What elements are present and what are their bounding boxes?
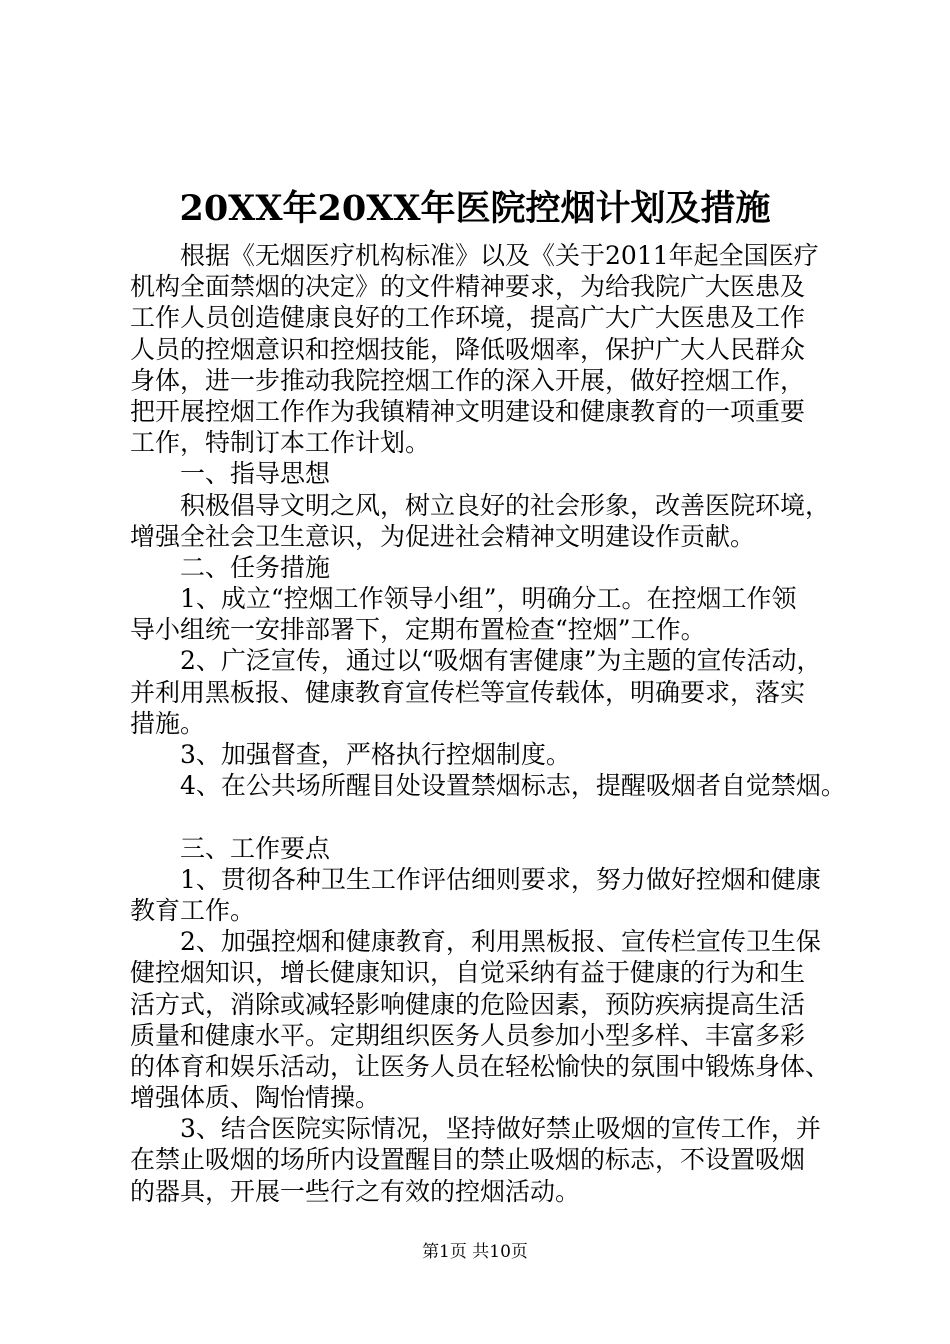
- work-point-line: 增强体质、陶怡情操。: [130, 1083, 381, 1113]
- intro-paragraph-line: 把开展控烟工作作为我镇精神文明建设和健康教育的一项重要: [130, 396, 806, 426]
- work-point-line: 教育工作。: [130, 895, 256, 925]
- intro-paragraph-line: 人员的控烟意识和控烟技能，降低吸烟率，保护广大人民群众: [130, 334, 806, 364]
- page-footer: 第1页 共10页: [422, 1242, 528, 1262]
- section-heading-work-points: 三、工作要点: [180, 833, 331, 863]
- task-measure-line: 2、广泛宣传，通过以“吸烟有害健康”为主题的宣传活动，: [180, 646, 822, 676]
- work-point-line: 2、加强控烟和健康教育，利用黑板报、宣传栏宣传卫生保: [180, 927, 821, 957]
- work-point-line: 的器具，开展一些行之有效的控烟活动。: [130, 1176, 581, 1206]
- document-title: 20XX年20XX年医院控烟计划及措施: [179, 188, 771, 229]
- document-body: [130, 240, 850, 1207]
- section-heading-guiding-idea: 一、指导思想: [180, 459, 331, 489]
- work-point-line: 健控烟知识，增长健康知识，自觉采纳有益于健康的行为和生: [130, 958, 806, 988]
- intro-paragraph-line: 工作，特制订本工作计划。: [130, 428, 431, 458]
- intro-paragraph-line: 机构全面禁烟的决定》的文件精神要求，为给我院广大医患及: [130, 272, 806, 302]
- task-measure-line: 4、在公共场所醒目处设置禁烟标志，提醒吸烟者自觉禁烟。: [180, 771, 846, 801]
- work-point-line: 的体育和娱乐活动，让医务人员在轻松愉快的氛围中锻炼身体、: [130, 1051, 831, 1081]
- task-measure-line: 并利用黑板报、健康教育宣传栏等宣传载体，明确要求，落实: [130, 677, 806, 707]
- task-measure-line: 3、加强督查，严格执行控烟制度。: [180, 740, 571, 769]
- task-measure-line: 1、成立“控烟工作领导小组”，明确分工。在控烟工作领: [180, 584, 797, 614]
- work-point-line: 1、贯彻各种卫生工作评估细则要求，努力做好控烟和健康: [180, 864, 821, 894]
- work-point-line: 活方式，消除或减轻影响健康的危险因素，预防疾病提高生活: [130, 989, 806, 1019]
- work-point-line: 质量和健康水平。定期组织医务人员参加小型多样、丰富多彩: [130, 1020, 806, 1050]
- guiding-idea-line: 积极倡导文明之风，树立良好的社会形象，改善医院环境，: [180, 490, 831, 520]
- work-point-line: 3、结合医院实际情况，坚持做好禁止吸烟的宣传工作，并: [180, 1114, 821, 1144]
- work-point-line: 在禁止吸烟的场所内设置醒目的禁止吸烟的标志，不设置吸烟: [130, 1145, 806, 1175]
- task-measure-line: 措施。: [130, 708, 206, 738]
- intro-paragraph-line: 身体，进一步推动我院控烟工作的深入开展，做好控烟工作，: [130, 365, 806, 395]
- guiding-idea-line: 增强全社会卫生意识，为促进社会精神文明建设作贡献。: [130, 521, 756, 551]
- section-heading-task-measures: 二、任务措施: [180, 552, 331, 582]
- task-measure-line: 导小组统一安排部署下，定期布置检查“控烟”工作。: [130, 615, 706, 645]
- blank-line: [130, 801, 850, 832]
- intro-paragraph-line: 工作人员创造健康良好的工作环境，提高广大广大医患及工作: [130, 303, 806, 333]
- intro-paragraph-line: 根据《无烟医疗机构标准》以及《关于2011年起全国医疗: [180, 241, 819, 270]
